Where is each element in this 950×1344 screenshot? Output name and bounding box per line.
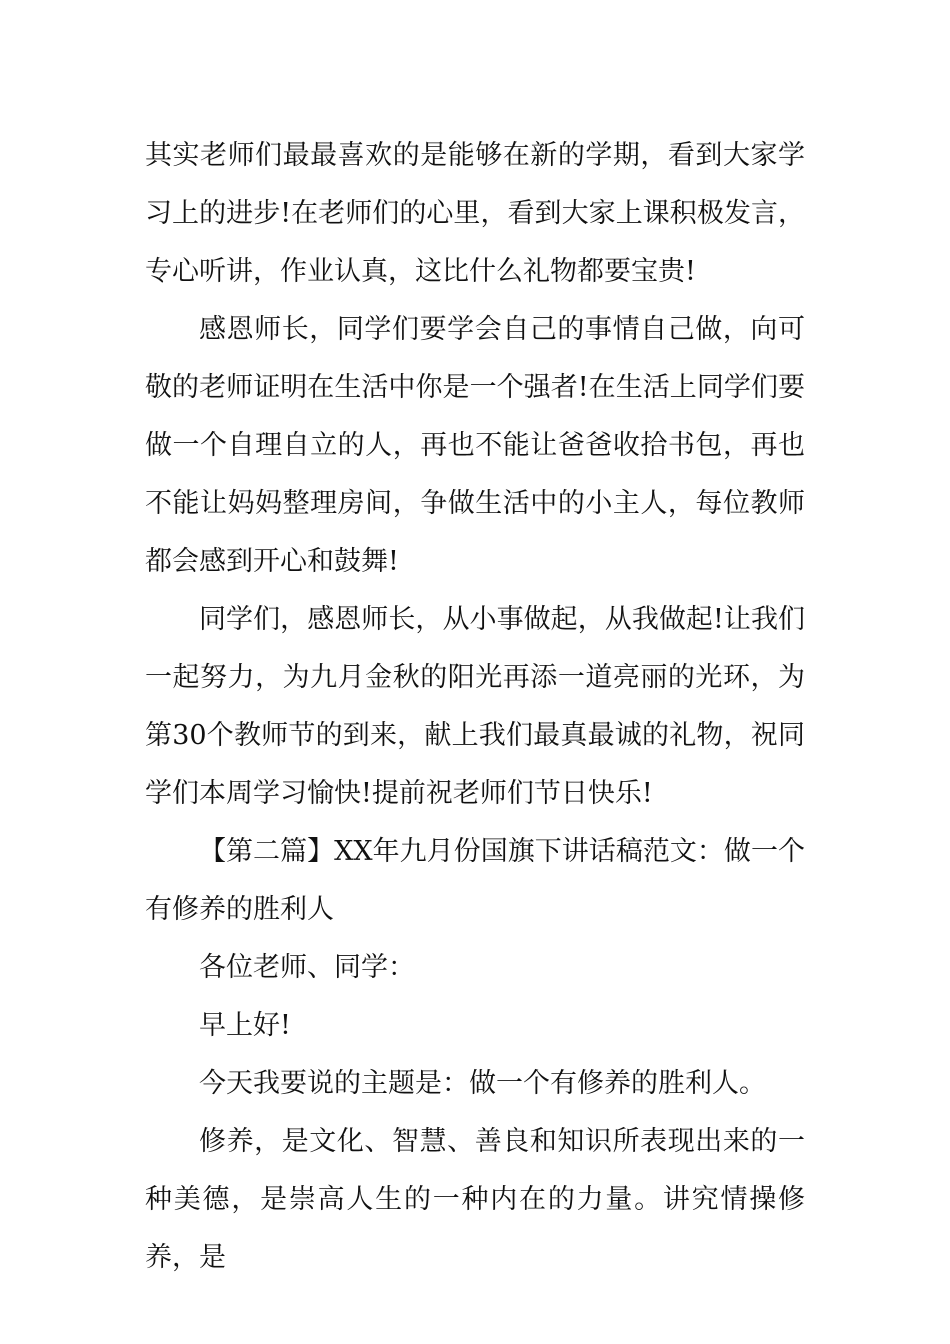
paragraph: 感恩师长，同学们要学会自己的事情自己做，向可敬的老师证明在生活中你是一个强者!在生活上同学们要做一个自理自立的人，再也不能让爸爸收拾书包，再也不能让妈妈整理房间，争做生活中的小主人，每位教师都会感到开心和鼓舞! — [145, 314, 805, 577]
salutation: 各位老师、同学： — [199, 952, 415, 983]
paragraph: 同学们，感恩师长，从小事做起，从我做起!让我们一起努力，为九月金秋的阳光再添一道亮丽的光环，为第30个教师节的到来，献上我们最真最诚的礼物，祝同学们本周学习愉快!提前祝老师们节日快乐! — [145, 604, 805, 809]
paragraph: 修养，是文化、智慧、善良和知识所表现出来的一种美德，是崇高人生的一种内在的力量。讲究情操修养，是 — [145, 1126, 805, 1273]
greeting: 早上好! — [199, 1010, 291, 1041]
section-heading: 【第二篇】XX年九月份国旗下讲话稿范文：做一个有修养的胜利人 — [145, 836, 805, 925]
paragraph: 其实老师们最最喜欢的是能够在新的学期，看到大家学习上的进步!在老师们的心里，看到大家上课积极发言，专心听讲，作业认真，这比什么礼物都要宝贵! — [145, 140, 805, 287]
paragraph: 今天我要说的主题是：做一个有修养的胜利人。 — [199, 1068, 766, 1099]
document-body — [145, 127, 805, 1287]
